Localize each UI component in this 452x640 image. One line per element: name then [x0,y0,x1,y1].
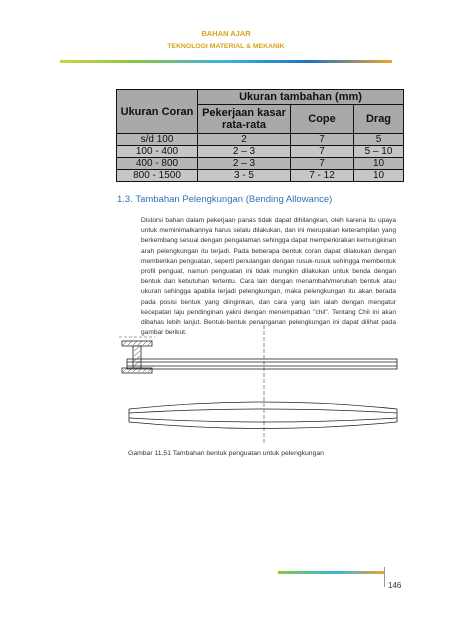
cell-cope: 7 - 12 [291,170,354,182]
table-header-casting-size: Ukuran Coran [117,90,198,134]
table-header-cope: Cope [291,105,354,134]
bending-allowance-figure [119,325,409,443]
table-header-rough-work: Pekerjaan kasar rata-rata [198,105,291,134]
section-heading: 1.3. Tambahan Pelengkungan (Bending Allowance) [117,194,333,205]
cell-drag: 5 [354,134,404,146]
document-title: BAHAN AJAR [201,29,251,38]
table-row [117,170,404,182]
figure-caption: Gambar 11.51 Tambahan bentuk penguatan untuk pelengkungan [128,450,324,457]
cell-size: 800 - 1500 [117,170,198,182]
footer-color-bar [278,571,384,574]
cell-size: s/d 100 [117,134,198,146]
cell-drag: 10 [354,170,404,182]
table-header-allowance: Ukuran tambahan (mm) [198,90,404,105]
body-paragraph: Distorsi bahan dalam pekerjaan panas tidak dapat dihilangkan, oleh karena itu upaya untuk meminimalkannya harus selalu dilakukan, dan ini merupakan keterampilan yang berkembang sesuai dengan pengalaman sehingga dapat memperkirakan kemungkinan arah pelengkungan itu terjadi. Pada beberapa bentuk coran dapat dilakukan dengan memberikan penguatan, seperti penulangan dengan rusuk-rusuk sehingga membentuk profil penguat, namun penguatan ini tidak mungkin dilakukan untuk benda dengan bentuk dan kebutuhan tertentu. Cara lain dengan menambah/merubah bentuk atau ukuran sehingga apabila terjadi pelengkungan, maka pelengkungan itu akan berada pada posisi bentuk yang diinginkan, dan cara yang lain ialah dengan mengatur kecepatan laju pendinginan yakni dengan menempatkan "chil". Tentang Chil ini akan dibahas lebih lanjut. Bentuk-bentuk penanganan pelengkungan ini dapat dilihat pada gambar berikut. [141,217,396,337]
cell-rough: 2 – 3 [198,158,291,170]
document-subtitle: TEKNOLOGI MATERIAL & MEKANIK [167,43,285,50]
cell-rough: 2 [198,134,291,146]
straight-beam-view [127,359,397,369]
cell-rough: 2 – 3 [198,146,291,158]
table-row [117,134,404,146]
cell-cope: 7 [291,134,354,146]
allowance-table [116,89,404,182]
cell-drag: 10 [354,158,404,170]
header-color-bar [60,60,392,63]
cell-size: 100 - 400 [117,146,198,158]
table-row [117,146,404,158]
i-beam-cross-section [119,337,155,373]
cell-rough: 3 - 5 [198,170,291,182]
page-number: 146 [388,581,402,590]
cell-cope: 7 [291,158,354,170]
cell-drag: 5 – 10 [354,146,404,158]
bent-beam-view [129,402,397,429]
table-header-drag: Drag [354,105,404,134]
footer-divider [384,567,385,587]
table-row [117,158,404,170]
cell-cope: 7 [291,146,354,158]
cell-size: 400 - 800 [117,158,198,170]
